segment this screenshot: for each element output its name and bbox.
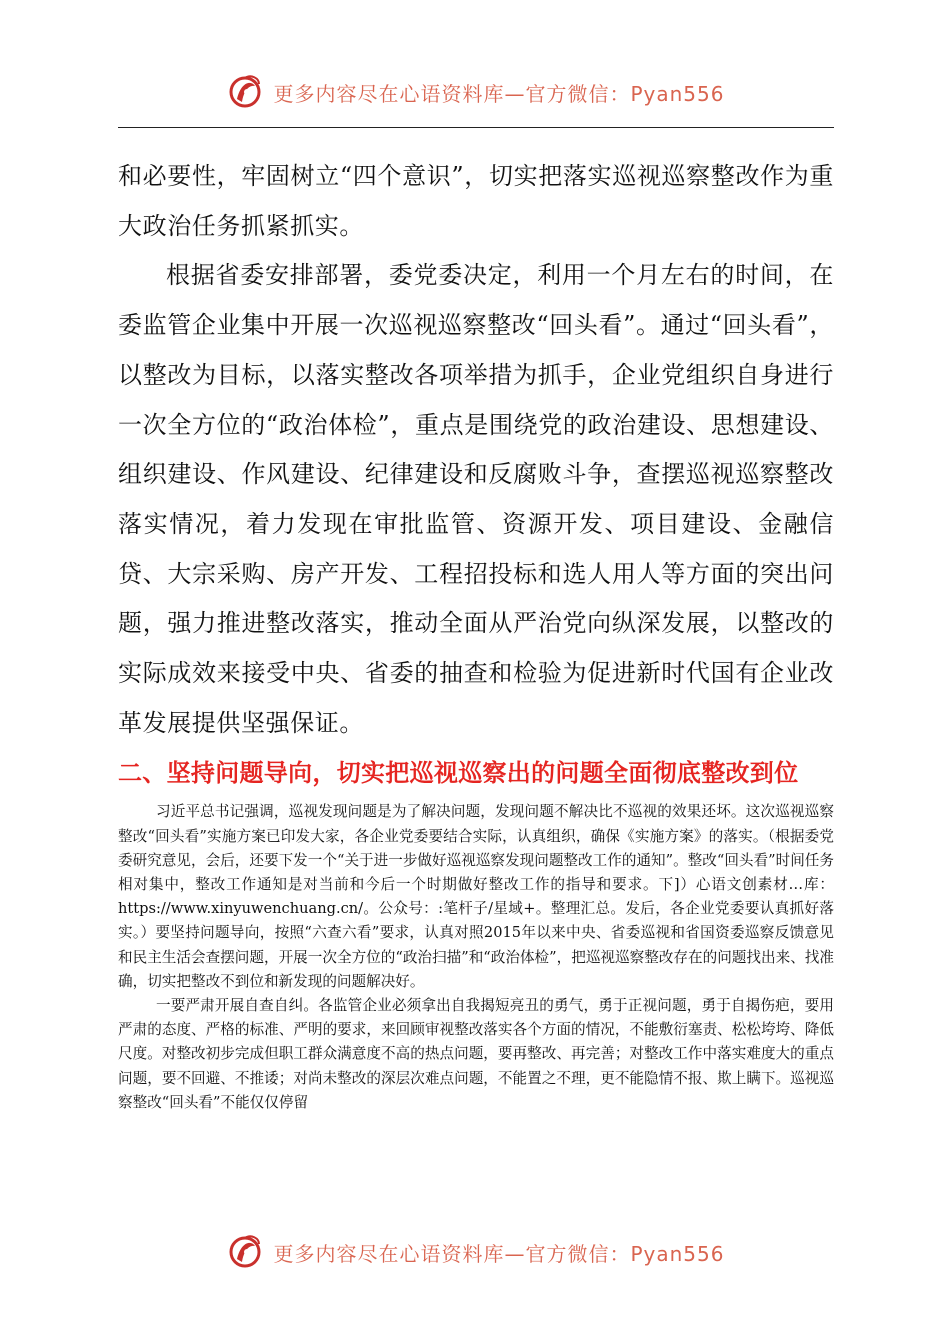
paragraph-small-2: 一要严肃开展自查自纠。各监管企业必须拿出自我揭短亮丑的勇气，勇于正视问题，勇于自揭伤疤，要用严肃的态度、严格的标准、严明的要求，来回顾审视整改落实各个方面的情况，不能敷衍塞责、松松垮垮、降低尺度。对整改初步完成但职工群众满意度不高的热点问题，要再整改、再完善；对整改工作中落实难度大的重点问题，要不回避、不推诿；对尚未整改的深层次难点问题，不能置之不理，更不能隐情不报、欺上瞒下。巡视巡察整改“回头看”不能仅仅停留 bbox=[118, 997, 834, 1111]
banner-text-footer: 更多内容尽在心语资料库—官方微信：Pyan556 bbox=[273, 1241, 725, 1266]
document-body bbox=[118, 152, 834, 1115]
small-text-block bbox=[118, 800, 834, 1115]
footer-banner bbox=[0, 1222, 950, 1282]
header-banner bbox=[0, 62, 950, 122]
stylized-red-logo-icon bbox=[225, 72, 265, 112]
stylized-red-logo-icon bbox=[225, 1232, 265, 1272]
header-divider bbox=[118, 127, 834, 128]
section-heading: 二、坚持问题导向，切实把巡视巡察出的问题全面彻底整改到位 bbox=[118, 759, 799, 788]
paragraph-deployment: 根据省委安排部署，委党委决定，利用一个月左右的时间，在委监管企业集中开展一次巡视巡察整改“回头看”。通过“回头看”，以整改为目标，以落实整改各项举措为抓手，企业党组织自身进行一次全方位的“政治体检”，重点是围绕党的政治建设、思想建设、组织建设、作风建设、纪律建设和反腐败斗争，查摆巡视巡察整改落实情况，着力发现在审批监管、资源开发、项目建设、金融信贷、大宗采购、房产开发、工程招投标和选人用人等方面的突出问题，强力推进整改落实，推动全面从严治党向纵深发展，以整改的实际成效来接受中央、省委的抽查和检验为促进新时代国有企业改革发展提供坚强保证。 bbox=[118, 261, 834, 737]
paragraph-continuation: 和必要性，牢固树立“四个意识”，切实把落实巡视巡察整改作为重大政治任务抓紧抓实。 bbox=[118, 162, 834, 240]
banner-text: 更多内容尽在心语资料库—官方微信：Pyan556 bbox=[273, 81, 725, 106]
paragraph-small-1: 习近平总书记强调，巡视发现问题是为了解决问题，发现问题不解决比不巡视的效果还坏。这次巡视巡察整改“回头看”实施方案已印发大家，各企业党委要结合实际，认真组织，确保《实施方案》的落实。（根据委党委研究意见，会后，还要下发一个“关于进一步做好巡视巡察发现问题整改工作的通知”。整改“回头看”时间任务相对集中，整改工作通知是对当前和今后一个时期做好整改工作的指导和要求。下]）心语文创素材…库：https://www.xinyuwenchuang.cn/。公众号：:笔杆子/星域+。整理汇总。发后，各企业党委要认真抓好落实。）要坚持问题导向，按照“六查六看”要求，认真对照2015年以来中央、省委巡视和省国资委巡察反馈意见和民主生活会查摆问题，开展一次全方位的“政治扫描”和“政治体检”，把巡视巡察整改存在的问题找出来、找准确，切实把整改不到位和新发现的问题解决好。 bbox=[118, 803, 834, 990]
